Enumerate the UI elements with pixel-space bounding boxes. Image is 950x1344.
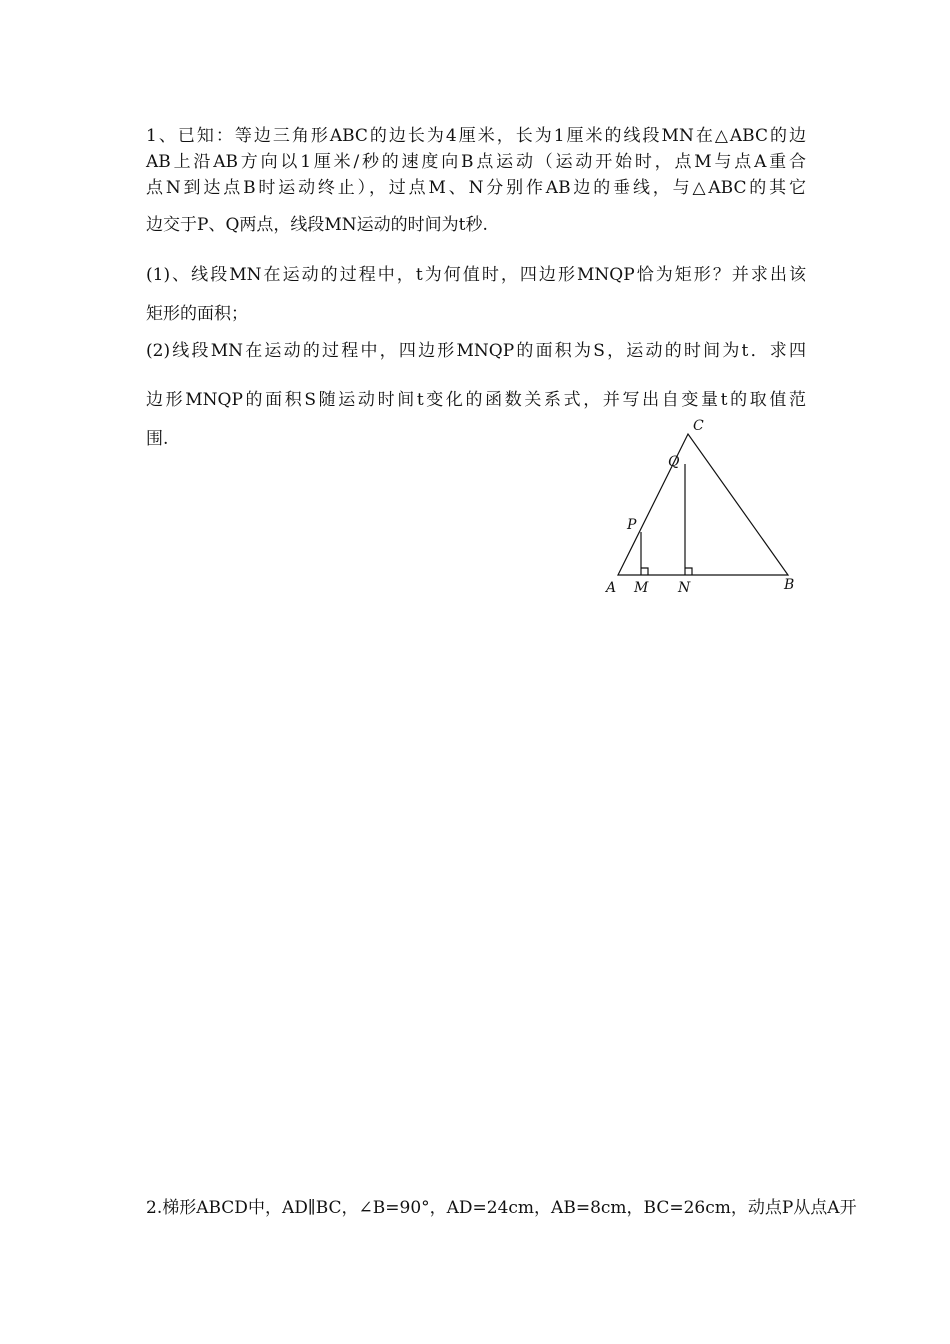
triangle-shape <box>618 434 788 575</box>
problem-1-line-4: 边交于P、Q两点，线段MN运动的时间为t秒. <box>146 215 488 235</box>
right-angle-mark-n <box>685 568 692 575</box>
label-p: P <box>627 517 637 533</box>
part-2-line-3: 围. <box>146 429 169 449</box>
label-m: M <box>634 580 649 596</box>
problem-1-line-1: 1、已知：等边三角形ABC的边长为4厘米，长为1厘米的线段MN在△ABC的边 <box>146 126 806 146</box>
triangle-figure <box>598 412 808 598</box>
part-2-line-1: (2)线段MN在运动的过程中，四边形MNQP的面积为S，运动的时间为t．求四 <box>146 341 806 361</box>
label-c: C <box>693 418 704 434</box>
part-1-line-2: 矩形的面积； <box>146 304 248 324</box>
label-b: B <box>784 577 795 593</box>
label-q: Q <box>668 454 680 470</box>
part-1-line-1: (1)、线段MN在运动的过程中，t为何值时，四边形MNQP恰为矩形？并求出该 <box>146 265 806 285</box>
part-2-line-2: 边形MNQP的面积S随运动时间t变化的函数关系式，并写出自变量t的取值范 <box>146 390 806 410</box>
right-angle-mark-m <box>641 568 648 575</box>
problem-2-line-1: 2.梯形ABCD中，AD∥BC，∠B=90°，AD=24cm，AB=8cm，BC=26cm，动点P从点A开 <box>146 1198 857 1218</box>
label-a: A <box>606 580 617 596</box>
problem-1-line-3: 点N到达点B时运动终止），过点M、N分别作AB边的垂线，与△ABC的其它 <box>146 178 806 198</box>
label-n: N <box>678 580 691 596</box>
problem-1-line-2: AB上沿AB方向以1厘米/秒的速度向B点运动（运动开始时，点M与点A重合 <box>146 152 806 172</box>
triangle-abc <box>618 434 788 575</box>
